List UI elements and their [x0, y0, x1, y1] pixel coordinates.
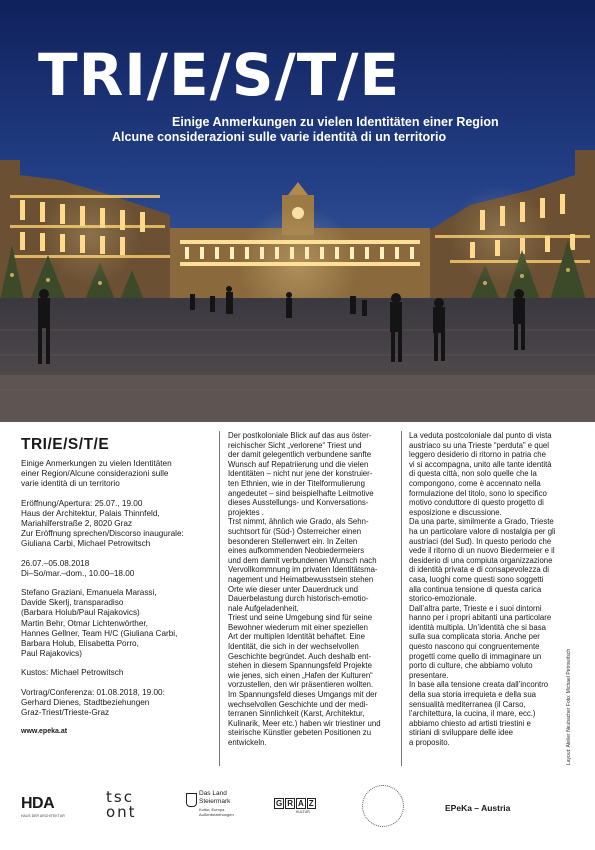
text-line: ha un particolare valore di nostalgia per gli [409, 526, 556, 536]
text-line: angedeutet – sind beispielhafte Leitmotive [228, 488, 374, 498]
text-line: reichischer Sicht „verlorene“ Triest und [228, 440, 362, 450]
tscont-line: tsc [106, 788, 134, 806]
text-line: porto di culture, che abbiamo voluto [409, 661, 533, 671]
hero-photo [0, 0, 595, 422]
artist-line: Martin Behr, Otmar Lichtenwörther, [21, 618, 148, 628]
artist-line: Paul Rajakovics) [21, 649, 82, 659]
text-line: Triest und seine Umgebung sind für seine [228, 613, 373, 623]
text-line: desiderio di una compiuta organizzazione [409, 555, 553, 565]
text-line: hanno per i propri abitanti una particolare [409, 613, 552, 623]
text-line: terranen Sinnlichkeit (Karst, Architektur, [228, 709, 365, 719]
text-line: l’architettura, la cucina, il mare, ecc.) [409, 709, 536, 719]
exhibition-dates [21, 559, 211, 579]
opening-line: Giuliana Carbi, Michael Petrowitsch [21, 539, 151, 549]
text-line: besonderen Stellenwert ein. In Zeiten [228, 536, 358, 546]
text-line: storico-emozionale. [409, 594, 477, 604]
text-line: formulazione del titolo, sono lo specifico [409, 488, 547, 498]
text-line: vorzustellen, den wir präsentieren wollten. [228, 680, 374, 690]
text-line: di questa città, non solo quelle che la [409, 469, 537, 479]
text-line: wie jenes, sich einen „Hafen der Kulturen“ [228, 670, 373, 680]
column-divider [219, 431, 220, 766]
text-line: stiriani di sviluppare delle idee [409, 728, 514, 738]
text-line: casa, luoghi come questi sono soggetti [409, 574, 544, 584]
text-line: projektes . [228, 507, 264, 517]
land-steiermark-caption [199, 808, 234, 817]
land-line: Das Land [199, 790, 227, 797]
text-line: identità multipla. Un’identità che si basa [409, 622, 546, 632]
artist-line: Hannes Gellner, Team H/C (Giuliana Carbi, [21, 628, 178, 638]
text-line: leggero desiderio di ritorno in patria che [409, 450, 546, 460]
info-subtitle-line: varie identità di un territorio [21, 479, 120, 489]
artist-line: Davide Skerlj, transparadiso [21, 598, 124, 608]
paragraph [228, 431, 398, 517]
paragraph [409, 604, 577, 681]
text-line: austriaco su una Trieste “perduta” e quel [409, 440, 549, 450]
text-line: Im Spannungsfeld dieses Umgangs mit der [228, 690, 378, 700]
paragraph [228, 517, 398, 613]
text-line: nagement und Heimatbewusstsein stehen [228, 574, 374, 584]
info-subtitle [21, 459, 211, 490]
text-line: entwickeln. [228, 738, 267, 747]
artist-line: Barbara Holub, Elisabetta Porro, [21, 639, 139, 649]
italian-text-column [409, 431, 577, 748]
lecture-line: Gerhard Dienes, Stadtbeziehungen [21, 697, 150, 707]
land-line: Steiermark [199, 797, 231, 805]
text-line: steirische Künstler gebeten Positionen zu [228, 728, 372, 738]
text-line: Wunsch auf Repatriierung und die vielen [228, 459, 369, 469]
epeka-logo: EPeKa – Austria [445, 803, 511, 813]
text-line: suchtsort für (Süd-) Österreicher einen [228, 526, 362, 536]
subtitle-german: Einige Anmerkungen zu vielen Identitäten einer Region [172, 115, 499, 129]
text-line: und dem damit verbundenen Wunsch nach [228, 555, 377, 565]
graz-logo [274, 798, 316, 809]
lecture-line: Vortrag/Conferenza: 01.08.2018, 19.00: [21, 687, 165, 697]
architecture-seal-logo [362, 785, 404, 827]
graz-letter: A [298, 799, 304, 808]
sponsor-logos [0, 785, 595, 835]
poster-title: TRI/E/S/T/E [38, 41, 401, 109]
text-line: In base alla tensione creata dall’incontro [409, 680, 549, 690]
artist-line: Stefano Graziani, Emanuela Marassi, [21, 588, 157, 598]
info-subtitle-line: einer Region/Alcune considerazioni sulle [21, 469, 169, 479]
hda-logo-caption: HAUS DER ARCHITEKTUR [21, 814, 65, 818]
paragraph [228, 613, 398, 747]
text-line: dieses Ausstellungs- und Konversations- [228, 498, 369, 508]
paragraph [409, 431, 577, 517]
land-steiermark-logo [199, 790, 230, 805]
tscont-logo [106, 790, 137, 820]
graz-letter: R [287, 799, 294, 808]
opening-info [21, 499, 211, 550]
text-line: compongono, come è accennato nella [409, 478, 541, 488]
text-line: stehen in diesem Spannungsfeld Projekte [228, 661, 372, 671]
land-sub-line: Außenbeziehungen [199, 811, 234, 817]
text-line: Trst nimmt, ähnlich wie Grado, als Sehn- [228, 517, 369, 527]
text-line: ten Ethnien, wie in der Titelformulierung [228, 478, 365, 488]
text-line: Bewohner wiederum mit einer speziellen [228, 622, 368, 632]
coat-of-arms-icon [186, 793, 197, 807]
text-line: della sua storia irrequieta e della sua [409, 690, 536, 700]
subtitle-italian: Alcune considerazioni sulle varie identità di un territorio [112, 130, 447, 144]
artist-line: (Barbara Holub/Paul Rajakovics) [21, 608, 140, 618]
opening-line: Zur Eröffnung sprechen/Discorso inaugurale: [21, 529, 184, 539]
info-subtitle-line: Einige Anmerkungen zu vielen Identitäten [21, 459, 172, 468]
info-title: TRI/E/S/T/E [21, 436, 110, 453]
text-line: vi si accompagna, unito alle tante identità [409, 459, 552, 469]
text-line: Kulinarik, Meer etc.) haben wir triestiner und [228, 718, 381, 728]
text-line: wechselvollen Geschichte und der medi- [228, 699, 368, 709]
text-line: Vervollkommnung im privaten Identitätsma- [228, 565, 378, 575]
text-line: Der postkoloniale Blick auf das aus öster- [228, 431, 372, 440]
text-line: eines aufkommenden Neobiedermeiers [228, 546, 365, 556]
lecture-line: Graz-Triest/Trieste-Graz [21, 708, 110, 718]
text-line: esposizione e discussione. [409, 507, 502, 517]
text-line: Art der multiplen Identität behaftet. Eine [228, 632, 365, 642]
opening-line: Eröffnung/Apertura: 25.07., 19.00 [21, 498, 143, 508]
graz-letter: G [276, 799, 283, 808]
text-line: Dauerbelastung durch historisch-emotio- [228, 594, 369, 604]
text-line: vede il ritorno di un nuovo Biedermeier e il [409, 546, 555, 556]
land-sub-line: Kultur, Europa [199, 807, 225, 812]
text-line: austriaci (del Sud). In questo periodo che [409, 536, 552, 546]
text-line: Da una parte, similmente a Grado, Trieste [409, 517, 554, 527]
text-line: presentare. [409, 670, 449, 680]
column-divider [401, 431, 402, 766]
dates-line: Di–So/mar.–dom., 10.00–18.00 [21, 568, 135, 578]
opening-line: Mariahilferstraße 2, 8020 Graz [21, 519, 133, 529]
text-line: Orte wie dieser unter Dauerdruck und [228, 584, 359, 594]
opening-line: Haus der Architektur, Palais Thinnfeld, [21, 508, 160, 518]
curator: Kustos: Michael Petrowitsch [21, 668, 124, 678]
paragraph [409, 517, 577, 603]
hda-logo: HDA [21, 795, 55, 812]
layout-photo-credit: Layout: Atelier Neubacher Foto: Michael Petrowitsch [566, 648, 572, 765]
tscont-line: ont [106, 803, 137, 821]
text-line: a proposito. [409, 738, 450, 747]
text-line: sulla sua complicata storia. Anche per [409, 632, 540, 642]
lecture-info [21, 688, 211, 719]
info-column [21, 431, 211, 737]
graz-letter: Z [308, 799, 314, 808]
graz-logo-caption: KULTUR [296, 810, 310, 814]
dates-line: 26.07.–05.08.2018 [21, 558, 90, 568]
text-line: di identità privata e di consapevolezza di [409, 565, 549, 575]
text-line: der damit gelegentlich verbundene sanfte [228, 450, 372, 460]
german-text-column [228, 431, 398, 748]
text-line: Dall’altra parte, Trieste e i suoi dintorni [409, 603, 542, 613]
text-line: progetti come quello di immaginare un [409, 651, 542, 661]
text-line: abbiamo chiesto ad artisti triestini e [409, 718, 531, 728]
text-line: motivo conduttore di questo progetto di [409, 498, 544, 508]
text-line: Geschichte begründet. Auch deshalb ent- [228, 651, 372, 661]
text-line: questo nascono qui congruentemente [409, 642, 540, 652]
website-link[interactable]: www.epeka.at [21, 728, 68, 736]
text-line: alla continua tensione di questa carica [409, 584, 542, 594]
paragraph [409, 680, 577, 747]
artists-list [21, 588, 211, 659]
text-line: Identitäten – nicht nur jene der konstruier- [228, 469, 373, 479]
text-line: nale Aufgeladenheit. [228, 603, 299, 613]
text-line: Identität, die sich in der wechselvollen [228, 642, 359, 652]
text-line: La veduta postcoloniale dal punto di vista [409, 431, 552, 440]
text-line: sensualità mediterranea (il Carso, [409, 699, 526, 709]
